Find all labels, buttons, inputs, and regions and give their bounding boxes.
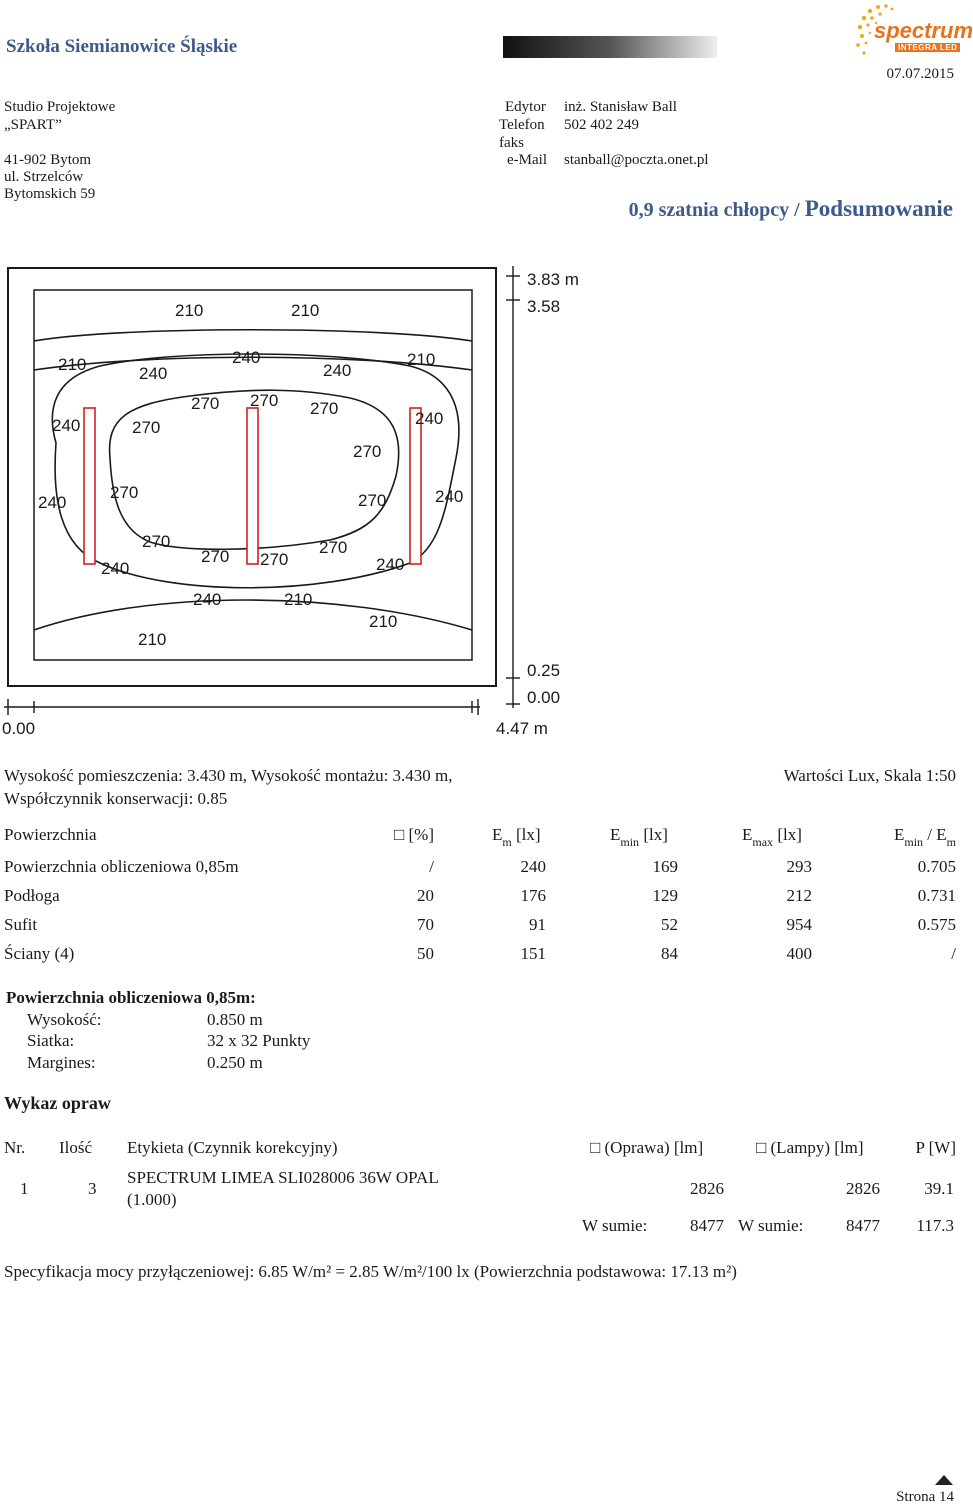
calc-surface-title: Powierzchnia obliczeniowa 0,85m:: [6, 988, 256, 1007]
editor-value: inż. Stanisław Ball: [564, 99, 677, 115]
section-name: Podsumowanie: [804, 196, 953, 221]
row-emax: 954: [786, 915, 812, 934]
calc-grid-label: Siatka:: [27, 1031, 75, 1050]
email-value: stanball@poczta.onet.pl: [564, 152, 709, 168]
iso-label: 210: [369, 612, 398, 631]
lum-total-power: 117.3: [916, 1216, 954, 1235]
company-line-5: Bytomskich 59: [4, 186, 96, 202]
lum-col-label: Etykieta (Czynnik korekcyjny): [127, 1138, 338, 1157]
iso-label: 270: [353, 442, 382, 461]
row-name: Powierzchnia obliczeniowa 0,85m: [4, 857, 239, 876]
row-ratio: 0.731: [917, 886, 956, 905]
row-rho: 50: [417, 944, 434, 963]
row-emin: 169: [652, 857, 678, 876]
iso-label: 270: [191, 394, 220, 413]
room-name: 0,9 szatnia chłopcy /: [628, 199, 805, 221]
logo-wordmark: spectrum: [874, 18, 973, 43]
dim-top-label: 3.83 m: [527, 270, 579, 289]
luminaire-left: [84, 408, 95, 564]
col-emin: $E_{min}$ [lx]: [610, 825, 668, 849]
iso-label: 240: [415, 409, 444, 428]
power-specification: Specyfikacja mocy przyłączeniowej: 6.85 W/m² = 2.85 W/m²/100 lx (Powierzchnia podstawowa: 17.13 m²): [4, 1262, 737, 1281]
dim-zero-horizontal: 0.00: [2, 719, 36, 738]
dim-bottom-label: 0.25: [527, 661, 561, 680]
iso-label: 210: [175, 301, 204, 320]
lum-col-qty: Ilość: [59, 1138, 93, 1157]
row-emax: 293: [786, 857, 812, 876]
project-title: Szkoła Siemianowice Śląskie: [6, 36, 238, 57]
iso-label: 210: [138, 630, 167, 649]
row-emin: 52: [661, 915, 678, 934]
col-ratio: $E_{min} / E_m$: [893, 825, 956, 849]
col-emax: $E_{max}$ [lx]: [742, 825, 802, 849]
row-em: 91: [529, 915, 546, 934]
luminaire-center: [247, 408, 258, 564]
calc-margins-label: Margines:: [27, 1053, 96, 1072]
company-line-3: 41-902 Bytom: [4, 152, 92, 168]
row-ratio: 0.705: [917, 857, 956, 876]
company-line-2: „SPART”: [4, 117, 62, 133]
row-name: Sufit: [4, 915, 38, 934]
row-emin: 129: [652, 886, 678, 905]
row-ratio: 0.575: [917, 915, 956, 934]
iso-label: 240: [232, 348, 261, 367]
company-line-4: ul. Strzelców: [4, 169, 84, 185]
iso-label: 270: [132, 418, 161, 437]
row-name: Ściany (4): [4, 944, 75, 963]
email-label: e-Mail: [507, 152, 547, 168]
isolux-plan: [0, 258, 600, 738]
iso-label: 210: [284, 590, 313, 609]
lum-total-flux-fixture: 8477: [690, 1216, 724, 1235]
iso-label: 240: [376, 555, 405, 574]
lum-row-nr: 1: [20, 1179, 29, 1198]
dim-top2-label: 3.58: [527, 297, 561, 316]
phone-value: 502 402 249: [564, 117, 639, 133]
lum-total-flux-lamps: 8477: [846, 1216, 880, 1235]
header-gradient-bar: [503, 36, 717, 58]
iso-label: 240: [139, 364, 168, 383]
luminaire-right: [410, 408, 421, 564]
iso-label: 210: [58, 355, 87, 374]
company-line-1: Studio Projektowe: [4, 99, 116, 115]
lum-col-nr: Nr.: [4, 1138, 26, 1157]
iso-label: 270: [358, 491, 387, 510]
iso-label: 240: [435, 487, 464, 506]
row-emax: 400: [786, 944, 812, 963]
row-em: 240: [520, 857, 546, 876]
fax-label: faks: [499, 135, 524, 151]
page-number: Strona 14: [896, 1489, 954, 1505]
luminaires-title: Wykaz opraw: [4, 1093, 111, 1113]
row-rho: /: [429, 857, 434, 876]
iso-label: 270: [319, 538, 348, 557]
col-surface: Powierzchnia: [4, 825, 97, 844]
row-em: 176: [520, 886, 546, 905]
lum-row-power: 39.1: [924, 1179, 954, 1198]
dim-zero-vertical: 0.00: [527, 688, 561, 707]
document-date: 07.07.2015: [886, 66, 954, 82]
col-rho: □ [%]: [393, 825, 434, 844]
lum-total-label-2: W sumie:: [738, 1216, 804, 1235]
lum-col-flux-lamps: □ (Lampy) [lm]: [756, 1138, 864, 1157]
lum-row-qty: 3: [88, 1179, 97, 1198]
row-em: 151: [520, 944, 546, 963]
iso-label: 240: [193, 590, 222, 609]
iso-label: 210: [407, 350, 436, 369]
lum-row-flux-fixture: 2826: [690, 1179, 724, 1198]
lum-col-power: P [W]: [915, 1138, 956, 1157]
lum-total-label-1: W sumie:: [582, 1216, 648, 1235]
iso-label: 240: [323, 361, 352, 380]
scale-line: Wartości Lux, Skala 1:50: [783, 766, 956, 785]
calc-grid-value: 32 x 32 Punkty: [207, 1031, 311, 1050]
iso-label: 270: [310, 399, 339, 418]
iso-label: 270: [142, 532, 171, 551]
row-rho: 20: [417, 886, 434, 905]
maintenance-factor-line: Współczynnik konserwacji: 0.85: [4, 789, 228, 808]
row-rho: 70: [417, 915, 434, 934]
calc-margins-value: 0.250 m: [207, 1053, 263, 1072]
lum-row-factor: (1.000): [127, 1190, 177, 1209]
row-name: Podłoga: [4, 886, 60, 905]
lum-col-flux-fixture: □ (Oprawa) [lm]: [590, 1138, 704, 1157]
iso-label: 210: [291, 301, 320, 320]
room-height-line: Wysokość pomieszczenia: 3.430 m, Wysokość montażu: 3.430 m,: [4, 766, 453, 785]
row-ratio: /: [951, 944, 956, 963]
calc-height-label: Wysokość:: [27, 1010, 102, 1029]
lum-row-label: SPECTRUM LIMEA SLI028006 36W OPAL: [127, 1168, 439, 1187]
calc-height-value: 0.850 m: [207, 1010, 263, 1029]
iso-label: 240: [101, 559, 130, 578]
iso-label: 270: [201, 547, 230, 566]
iso-label: 270: [260, 550, 289, 569]
iso-label: 270: [250, 391, 279, 410]
up-arrow-icon: [934, 1474, 954, 1486]
phone-label: Telefon: [499, 117, 545, 133]
logo-subtitle: INTEGRA LED: [895, 43, 960, 52]
row-emin: 84: [661, 944, 678, 963]
iso-label: 240: [52, 416, 81, 435]
iso-label: 240: [38, 493, 67, 512]
iso-label: 270: [110, 483, 139, 502]
editor-label: Edytor: [505, 99, 546, 115]
lum-row-flux-lamps: 2826: [846, 1179, 880, 1198]
dim-width-label: 4.47 m: [496, 719, 548, 738]
row-emax: 212: [786, 886, 812, 905]
col-em: $E_m$ [lx]: [492, 825, 541, 849]
page-title: [629, 196, 953, 222]
